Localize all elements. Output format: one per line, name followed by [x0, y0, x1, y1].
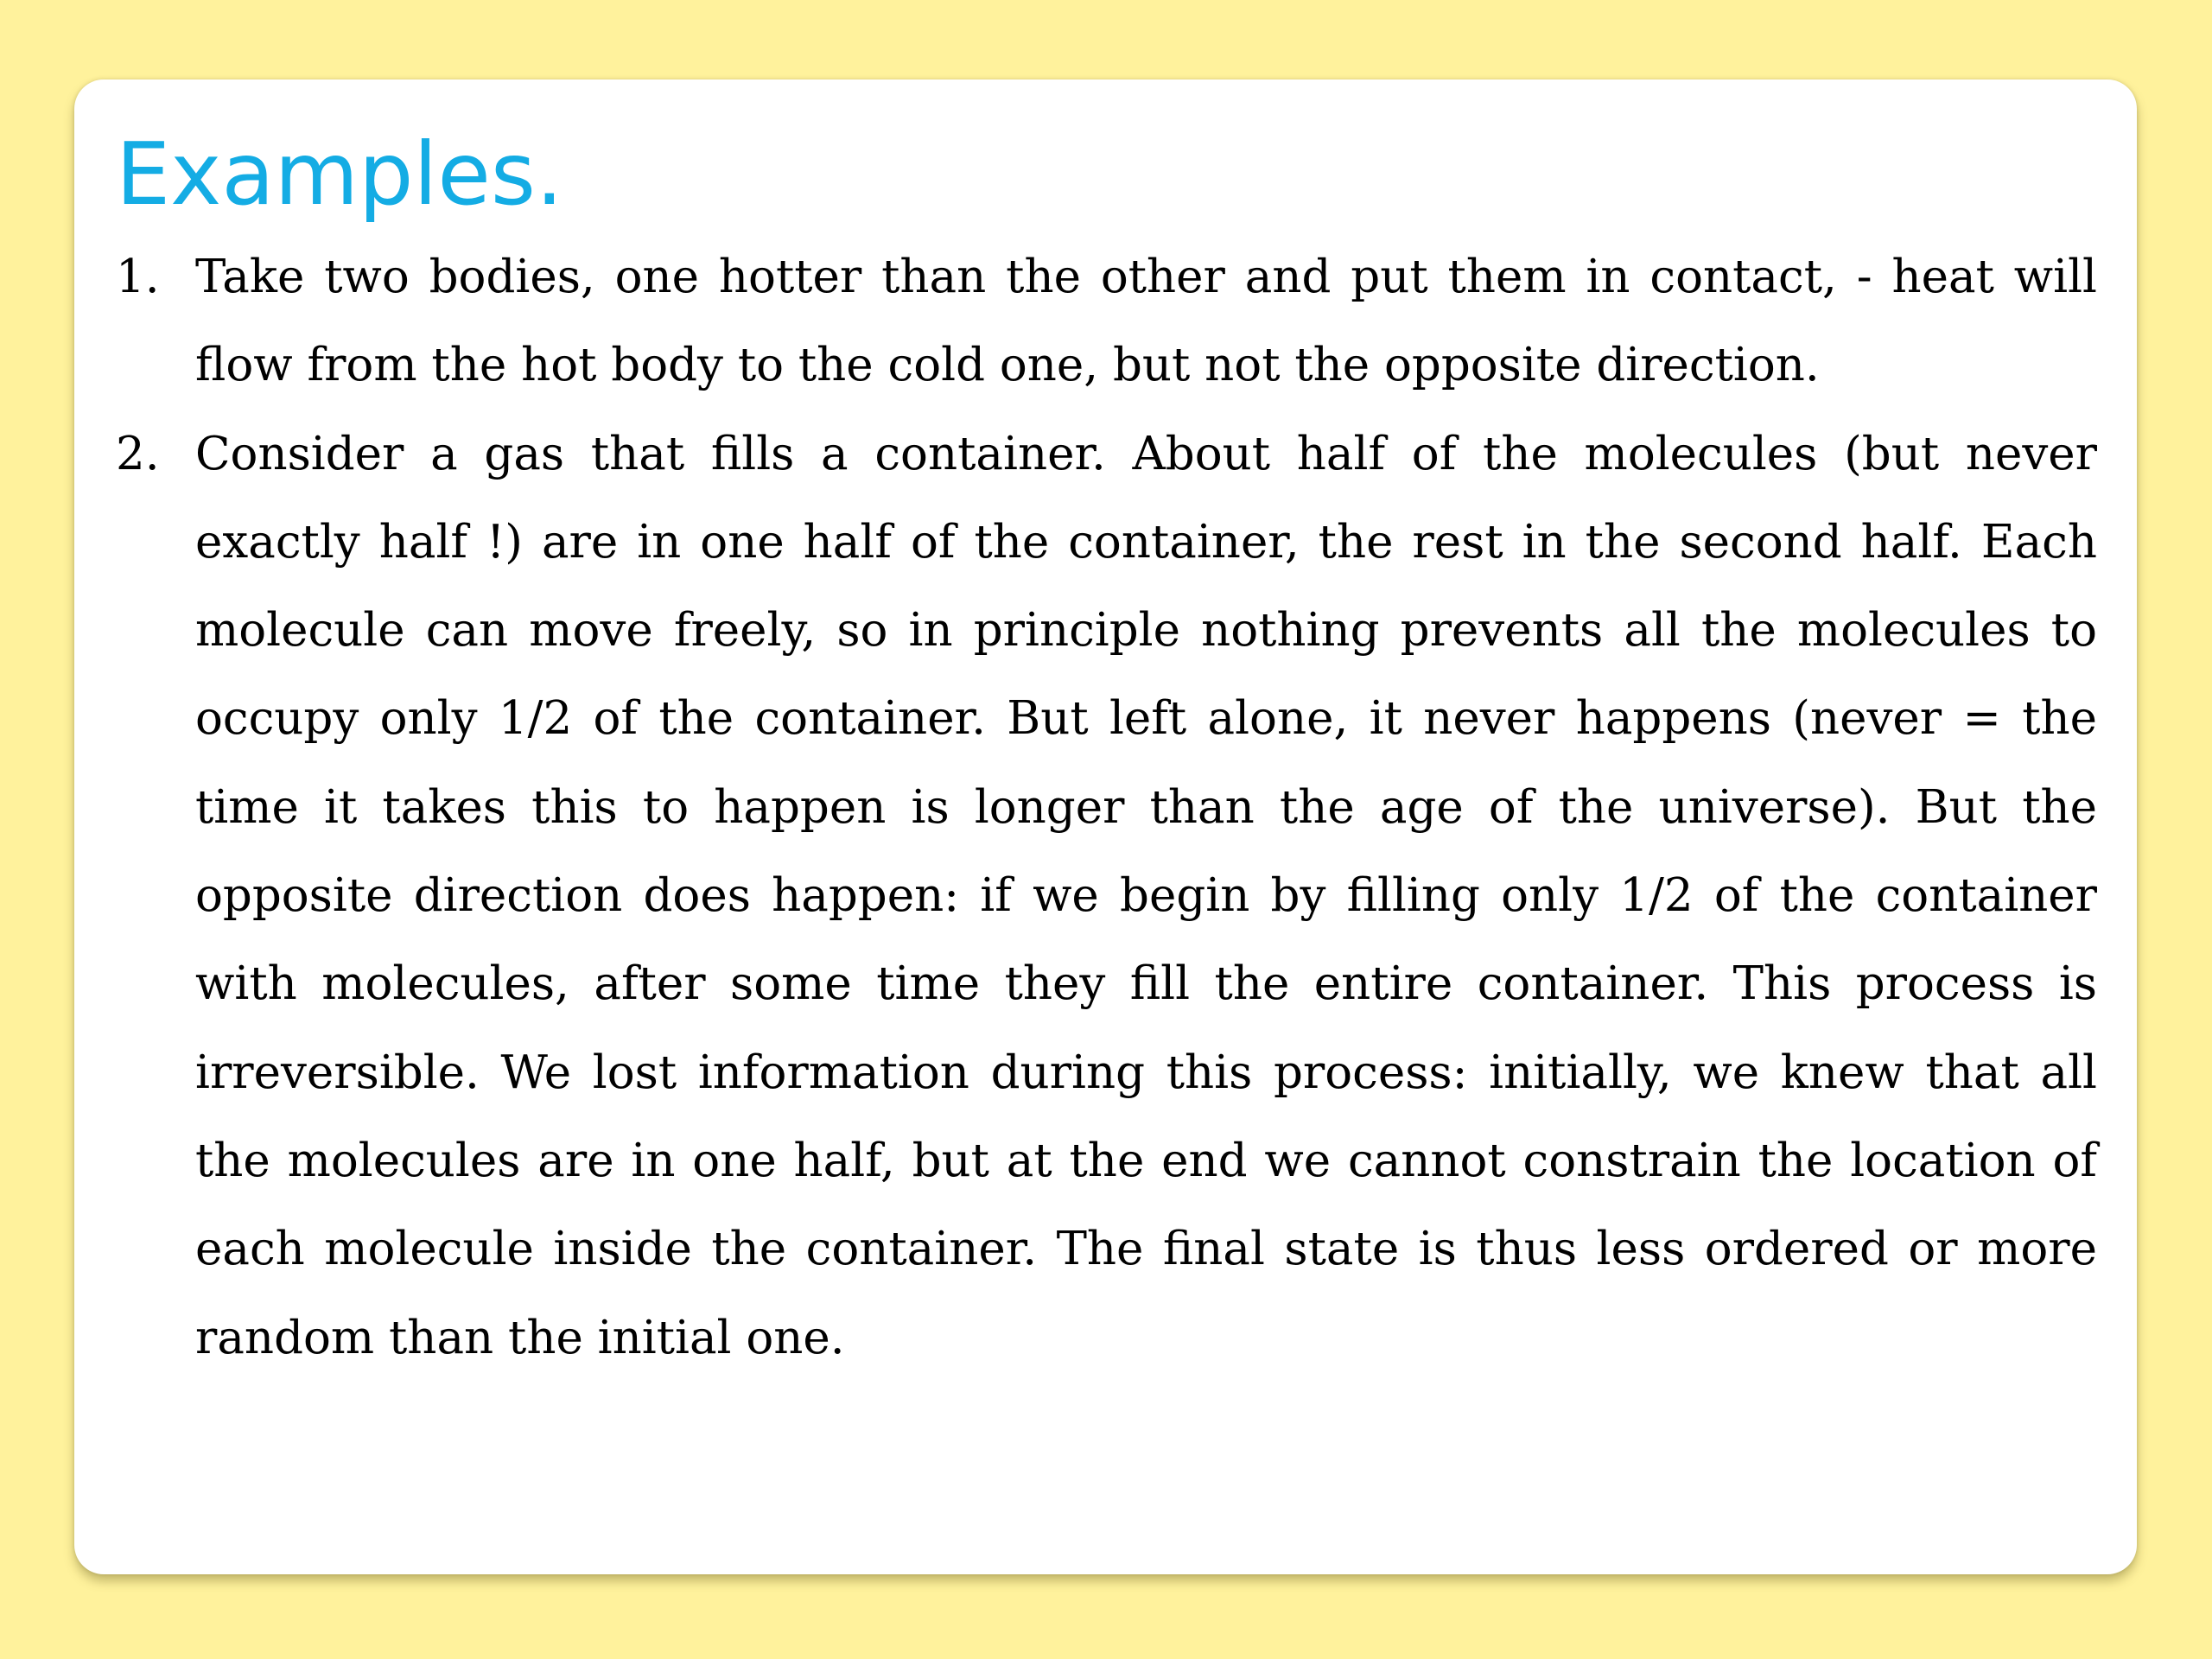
list-item-text: Take two bodies, one hotter than the other and put them in contact, - heat will flow from the hot body to the cold one, but not the opposite direction.: [195, 251, 2097, 392]
list-item-number: 1.: [116, 251, 160, 303]
list-item-text: Consider a gas that fills a container. About half of the molecules (but never exactly half !) are in one half of the container, the rest in the second half. Each molecule can move freely, so in principle nothing prevents all the molecules to occupy only 1/2 of the container. But left alone, it never happens (never = the time it takes this to happen is longer than the age of the universe). But the opposite direction does happen: if we begin by filling only 1/2 of the container with molecules, after some time they fill the entire container. This process is irreversible. We lost information during this process: initially, we knew that all the molecules are in one half, but at the end we cannot constrain the location of each molecule inside the container. The final state is thus less ordered or more random than the initial one.: [195, 427, 2097, 1364]
list-item-number: 2.: [116, 427, 160, 480]
examples-list: [116, 233, 2097, 1382]
slide-card: [74, 79, 2137, 1574]
list-item: [116, 410, 2097, 1382]
list-item: [116, 233, 2097, 410]
slide-title: Examples.: [116, 124, 563, 225]
